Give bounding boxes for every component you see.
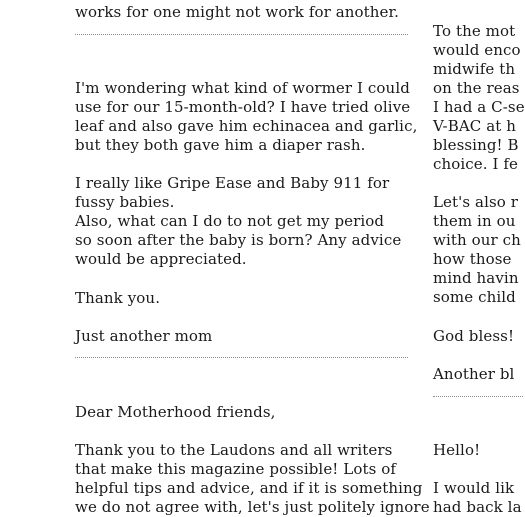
letter-text-line: I would lik: [433, 479, 515, 497]
letter-text-line: helpful tips and advice, and if it is something: [75, 479, 423, 497]
letter-text-line: Let's also r: [433, 193, 519, 211]
letter-text-line: I had a C-se: [433, 98, 525, 116]
letter-text-line: fussy babies.: [75, 193, 175, 211]
letter-text-line: we do not agree with, let's just politely ignore: [75, 498, 430, 516]
letter-text-line: To the mot: [433, 22, 516, 40]
letter-text-line: with our ch: [433, 231, 521, 249]
letter-signature: Another bl: [433, 365, 515, 383]
letter-text-line: Also, what can I do to not get my period: [75, 212, 385, 230]
section-divider: [75, 357, 408, 358]
letter-text-line: blessing! B: [433, 136, 519, 154]
letter-text-line: choice. I fe: [433, 155, 519, 173]
letter-text-line: leaf and also gave him echinacea and garlic,: [75, 117, 418, 135]
letter-text-line: would enco: [433, 41, 521, 59]
letter-text-line: use for our 15-month-old? I have tried olive: [75, 98, 411, 116]
letter-closing: God bless!: [433, 327, 515, 345]
letter-text-line: that make this magazine possible! Lots of: [75, 460, 397, 478]
section-divider: [75, 34, 408, 35]
letter-text-line: works for one might not work for another.: [75, 3, 400, 21]
letter-text-line: I'm wondering what kind of wormer I could: [75, 79, 410, 97]
letter-text-line: would be appreciated.: [75, 250, 247, 268]
letter-text-line: how those: [433, 250, 512, 268]
letter-text-line: mind havin: [433, 269, 519, 287]
letter-text-line: but they both gave him a diaper rash.: [75, 136, 366, 154]
letter-text-line: V-BAC at h: [433, 117, 517, 135]
letter-text-line: some child: [433, 288, 516, 306]
letter-text-line: had back la: [433, 498, 522, 516]
letter-text-line: Thank you to the Laudons and all writers: [75, 441, 393, 459]
letter-text-line: them in ou: [433, 212, 516, 230]
letter-salutation: Hello!: [433, 441, 481, 459]
letter-text-line: midwife th: [433, 60, 516, 78]
letter-signature: Just another mom: [75, 327, 213, 345]
letter-text-line: so soon after the baby is born? Any advice: [75, 231, 402, 249]
letter-closing: Thank you.: [75, 289, 161, 307]
letter-text-line: on the reas: [433, 79, 520, 97]
letter-text-line: I really like Gripe Ease and Baby 911 for: [75, 174, 390, 192]
section-divider: [433, 396, 523, 397]
letter-salutation: Dear Motherhood friends,: [75, 403, 276, 421]
